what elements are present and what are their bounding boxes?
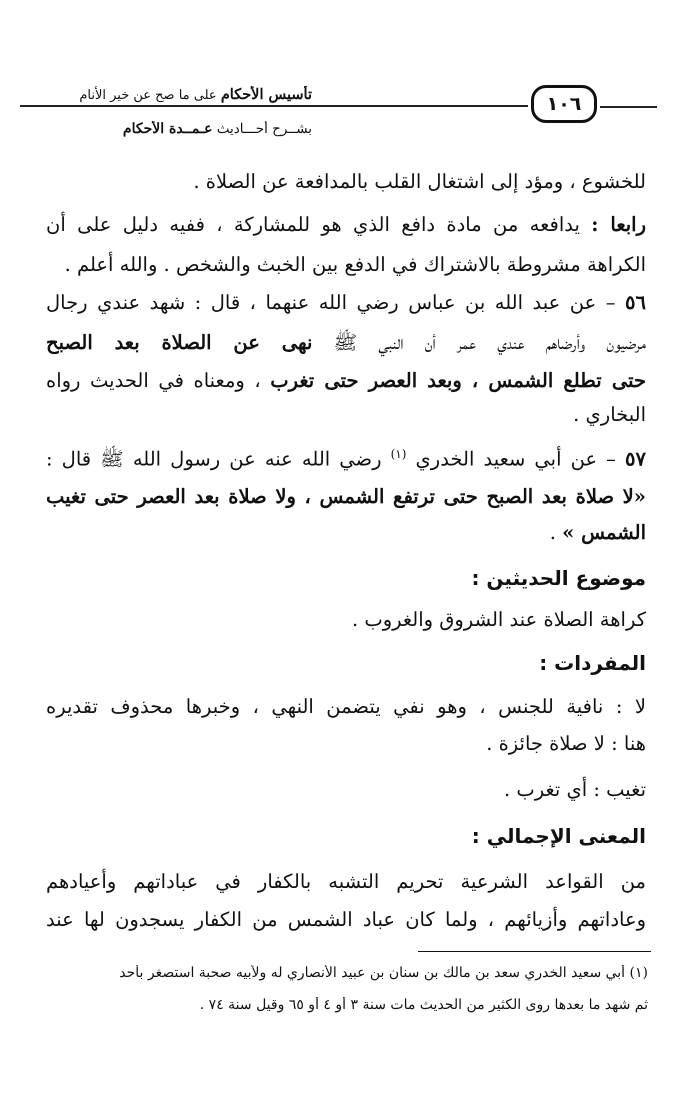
section-heading-topic: موضوع الحديثين : — [471, 566, 646, 590]
footnote-reference: (١) — [390, 447, 407, 461]
hadith-57-line-2 — [46, 487, 646, 507]
text-line-2-rest: يدافعه من مادة دافع الذي هو للمشاركة ، ففيه دليل على أن — [46, 213, 580, 236]
hadith-57-line-3-plain: . — [549, 521, 556, 544]
hadith-57-line-2-bold: «لا صلاة بعد الصبح حتى ترتفع الشمس ، ولا صلاة بعد العصر حتى تغيب — [46, 485, 646, 508]
footnote-rule — [418, 951, 651, 952]
running-header-title — [22, 86, 312, 103]
running-header-subtitle — [22, 121, 312, 137]
meaning-line-2: وعاداتهم وأزيائهم ، ولما كان عباد الشمس من الكفار يسجدون لها عند — [46, 908, 646, 931]
hadith-56-line-2 — [46, 333, 646, 353]
section-heading-general-meaning: المعنى الإجمالي : — [471, 824, 646, 848]
text-line-2 — [46, 215, 646, 235]
book-title-bold: تأسيس الأحكام — [220, 86, 312, 103]
hadith-56-number: ٥٦ — [625, 291, 646, 314]
rabi-label: رابعا : — [591, 213, 646, 236]
hadith-57-line-3-bold: الشمس » — [562, 521, 646, 544]
book-title-rest: على ما صح عن خير الأنام — [79, 88, 217, 103]
vocab-line-1: لا : نافية للجنس ، وهو نفي يتضمن النهي ، وخبرها محذوف تقديره — [46, 695, 646, 718]
section-heading-vocabulary: المفردات : — [539, 651, 646, 675]
hadith-57-text-a: – عن أبي سعيد الخدري — [415, 447, 616, 471]
hadith-56-line-3-bold: حتى تطلع الشمس ، وبعد العصر حتى تغرب — [270, 369, 647, 392]
hadith-56-line-2-bold: نهى عن الصلاة بعد الصبح — [46, 331, 313, 354]
hadith-57-number: ٥٧ — [625, 447, 646, 471]
topic-line: كراهة الصلاة عند الشروق والغروب . — [351, 608, 646, 631]
subtitle-bold: عـمــدة الأحكام — [122, 121, 213, 137]
footnote-line-2: ثم شهد ما بعدها روى الكثير من الحديث مات سنة ٣ أو ٤ أو ٦٥ وقيل سنة ٧٤ . — [199, 997, 648, 1013]
hadith-56-text: – عن عبد الله بن عباس رضي الله عنهما ، قال : شهد عندي رجال — [46, 291, 616, 314]
hadith-57-line-3 — [550, 523, 646, 543]
vocab-line-2: هنا : لا صلاة جائزة . — [486, 732, 646, 755]
hadith-56-line-1 — [46, 293, 646, 313]
header-rule-right — [600, 106, 657, 108]
text-line-1: للخشوع ، ومؤد إلى اشتغال القلب بالمدافعة عن الصلاة . — [193, 170, 646, 193]
hadith-56-line-3 — [46, 371, 646, 391]
hadith-57-line-1 — [46, 448, 646, 469]
footnote-line-1: (١) أبي سعيد الخدري سعد بن مالك بن سنان بن عبيد الأنصاري له ولأبيه صحبة استصغر بأحد — [119, 965, 648, 981]
meaning-line-1: من القواعد الشرعية تحريم التشبه بالكفار في عباداتهم وأعيادهم — [46, 870, 646, 893]
header-rule — [20, 105, 528, 107]
vocab-line-3: تغيب : أي تغرب . — [503, 778, 646, 801]
hadith-56-line-2-plain: مرضيون وأرضاهم عندي عمر أن النبي ﷺ — [333, 331, 646, 354]
hadith-56-line-4: البخاري . — [573, 403, 646, 426]
hadith-56-line-3-plain: ، ومعناه في الحديث رواه — [46, 369, 261, 392]
text-line-3: الكراهة مشروطة بالاشتراك في الدفع بين الخبث والشخص . والله أعلم . — [64, 253, 646, 276]
subtitle-prefix: بشــرح أحـــاديث — [216, 121, 312, 137]
hadith-57-text-b: رضي الله عنه عن رسول الله ﷺ قال : — [46, 447, 382, 471]
page-number: ١٠٦ — [531, 85, 597, 123]
